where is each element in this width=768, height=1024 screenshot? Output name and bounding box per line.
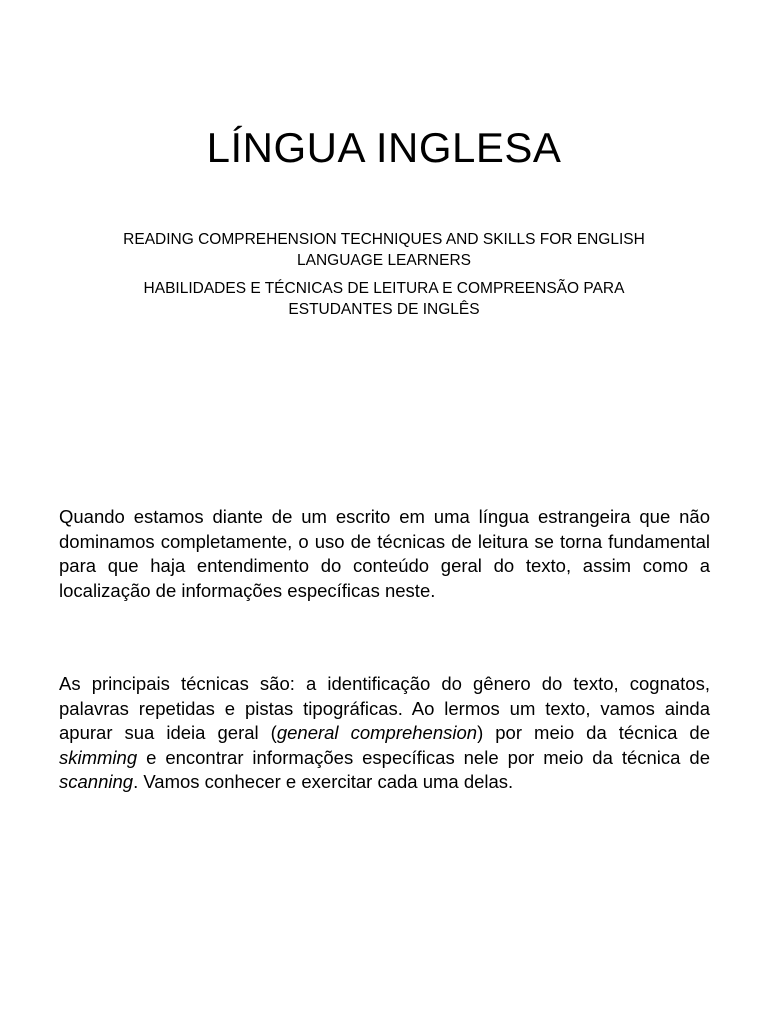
general-comprehension-term: general comprehension [276,722,478,743]
subtitle-english: READING COMPREHENSION TECHNIQUES AND SKILLS FOR ENGLISH LANGUAGE LEARNERS [123,231,645,269]
skimming-term: skimming [59,746,138,768]
subtitle-block [100,229,668,327]
techniques-text-1: As principais técnicas são: a identificação do gênero do texto, cognatos, palavras repetidas e pistas tipográficas. Ao lermos um texto, vamos ainda apurar sua ideia geral ( [59,673,710,743]
page-title: LÍNGUA INGLESA [206,124,562,171]
subtitle-portuguese: HABILIDADES E TÉCNICAS DE LEITURA E COMPREENSÃO PARA ESTUDANTES DE INGLÊS [143,280,625,318]
techniques-text-3: e encontrar informações específicas nele por meio da técnica de [137,746,710,768]
techniques-text-2: ) por meio da técnica de [477,722,711,743]
techniques-paragraph [59,672,710,795]
intro-paragraph: Quando estamos diante de um escrito em uma língua estrangeira que não dominamos completamente, o uso de técnicas de leitura se torna fundamental para que haja entendimento do conteúdo geral do texto, assim como a localização de informações específicas neste. [59,506,710,601]
scanning-term: scanning [59,771,134,792]
techniques-text-4: . Vamos conhecer e exercitar cada uma delas. [133,771,514,792]
